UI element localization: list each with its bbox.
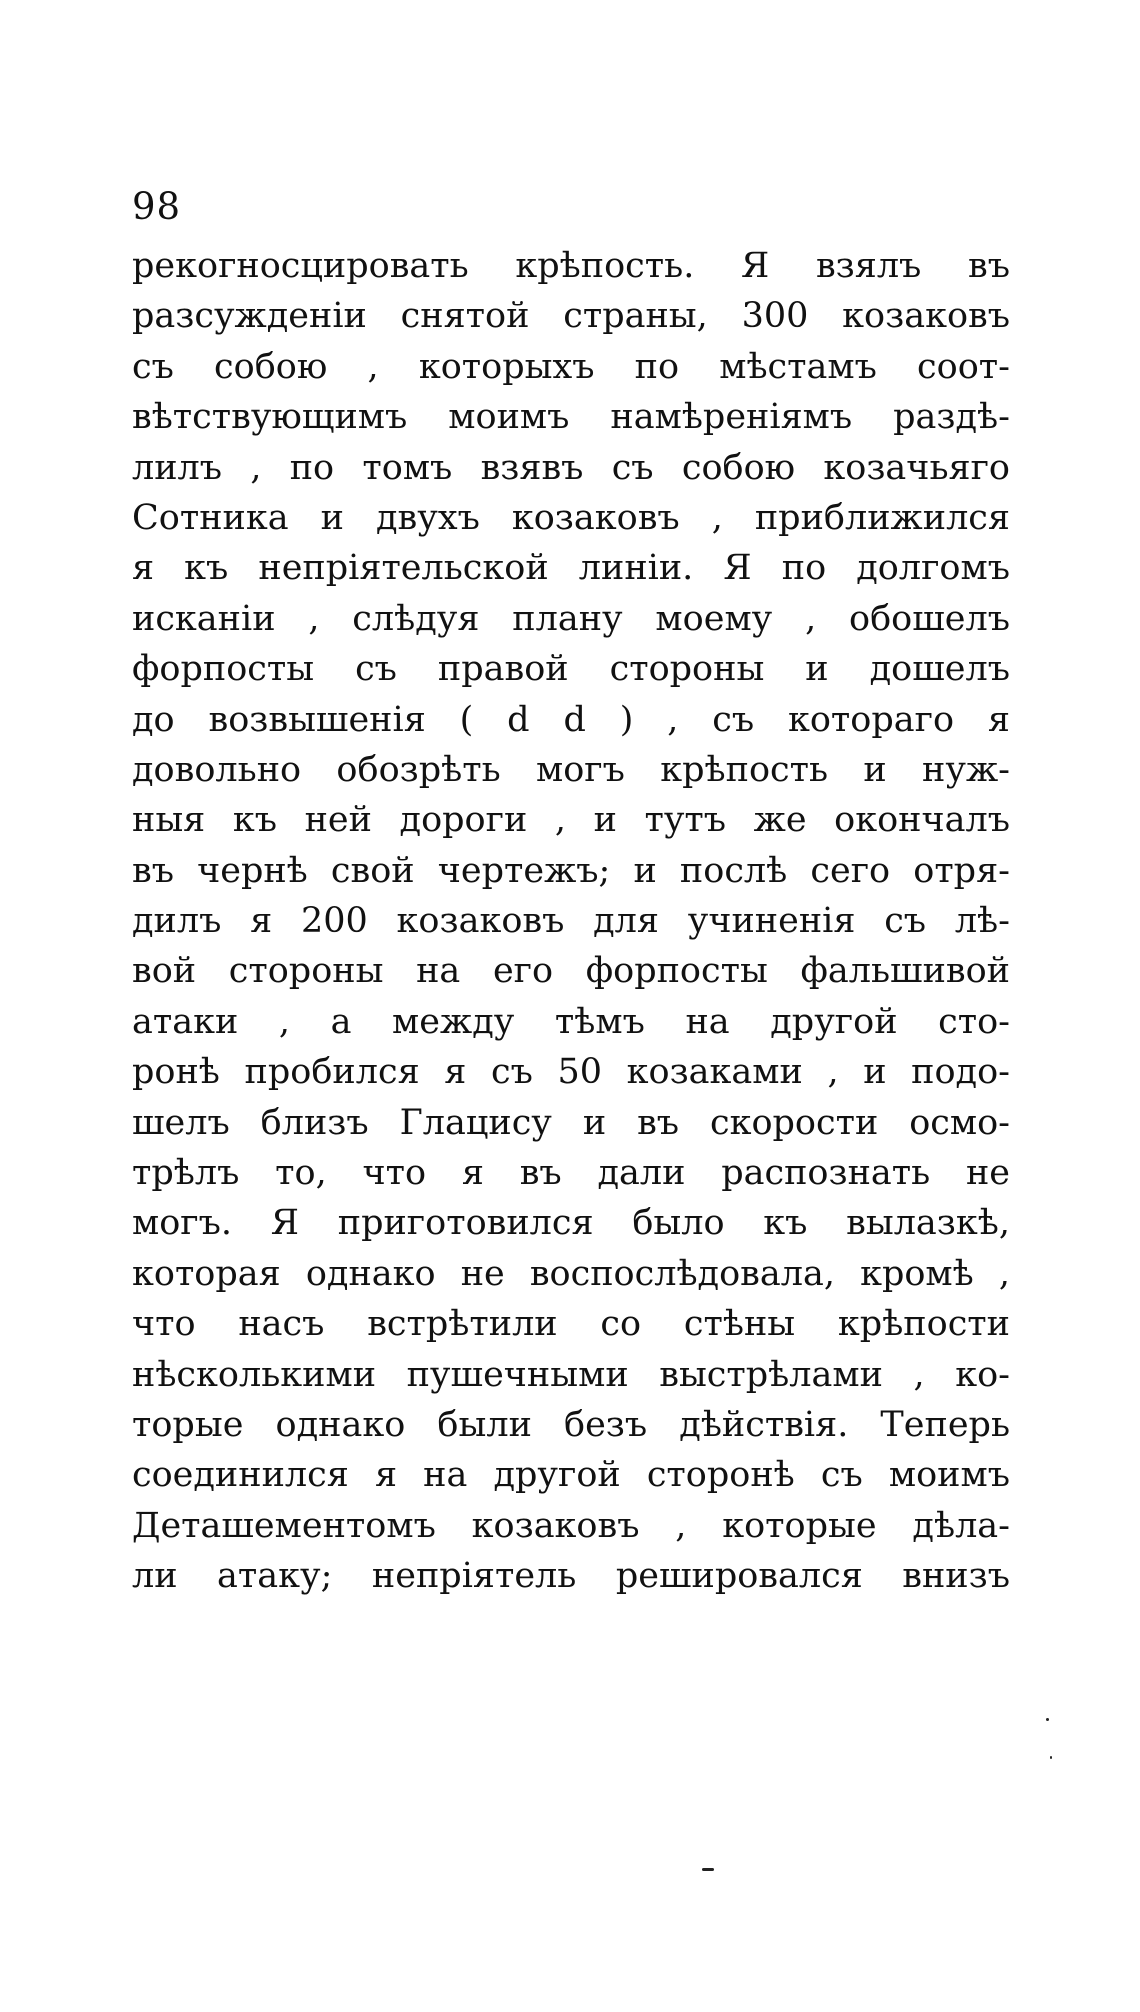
text-line: трѣлъ то, что я въ дали распознать не xyxy=(132,1153,1010,1194)
page-number: 98 xyxy=(132,185,182,228)
text-line: которая однако не воспослѣдовала, кромѣ , xyxy=(132,1253,1010,1294)
scan-speck xyxy=(1050,1756,1052,1759)
text-line: ныя къ ней дороги , и тутъ же окончалъ xyxy=(132,800,1010,841)
text-line: форпосты съ правой стороны и дошелъ xyxy=(132,649,1010,690)
text-line: съ собою , которыхъ по мѣстамъ соот- xyxy=(132,346,1010,387)
text-line: торые однако были безъ дѣйствія. Теперь xyxy=(132,1404,1010,1445)
text-line: ли атаку; непріятель решировался внизъ xyxy=(132,1556,1010,1597)
text-line: ронѣ пробился я съ 50 козаками , и подо- xyxy=(132,1052,1010,1093)
scan-speck xyxy=(1046,1718,1049,1721)
text-line: довольно обозрѣть могъ крѣпость и нуж- xyxy=(132,749,1010,790)
text-line: что насъ встрѣтили со стѣны крѣпости xyxy=(132,1304,1010,1345)
text-line: исканіи , слѣдуя плану моему , обошелъ xyxy=(132,598,1010,639)
text-line: лилъ , по томъ взявъ съ собою козачьяго xyxy=(132,447,1010,488)
scan-speck xyxy=(702,1868,714,1871)
text-line: до возвышенія ( d d ) , съ котораго я xyxy=(132,699,1010,740)
text-line: я къ непріятельской линіи. Я по долгомъ xyxy=(132,548,1010,589)
text-line: шелъ близъ Глацису и въ скорости осмо- xyxy=(132,1102,1010,1143)
text-line: дилъ я 200 козаковъ для учиненія съ лѣ- xyxy=(132,901,1010,942)
text-line: могъ. Я приготовился было къ вылазкѣ, xyxy=(132,1203,1010,1244)
text-line: нѣсколькими пушечными выстрѣлами , ко- xyxy=(132,1354,1010,1395)
text-line: атаки , а между тѣмъ на другой сто- xyxy=(132,1001,1010,1042)
text-line: вѣтствующимъ моимъ намѣреніямъ раздѣ- xyxy=(132,397,1010,438)
text-line: въ чернѣ свой чертежъ; и послѣ сего отря- xyxy=(132,850,1010,891)
text-line: соединился я на другой сторонѣ съ моимъ xyxy=(132,1455,1010,1496)
text-line: вой стороны на его форпосты фальшивой xyxy=(132,951,1010,992)
text-line: Деташементомъ козаковъ , которые дѣла- xyxy=(132,1505,1010,1546)
body-text xyxy=(132,241,1010,1602)
text-line: разсужденіи снятой страны, 300 козаковъ xyxy=(132,296,1010,337)
text-line: Сотника и двухъ козаковъ , приближился xyxy=(132,497,1010,538)
text-line: рекогносцировать крѣпость. Я взялъ въ xyxy=(132,246,1010,286)
